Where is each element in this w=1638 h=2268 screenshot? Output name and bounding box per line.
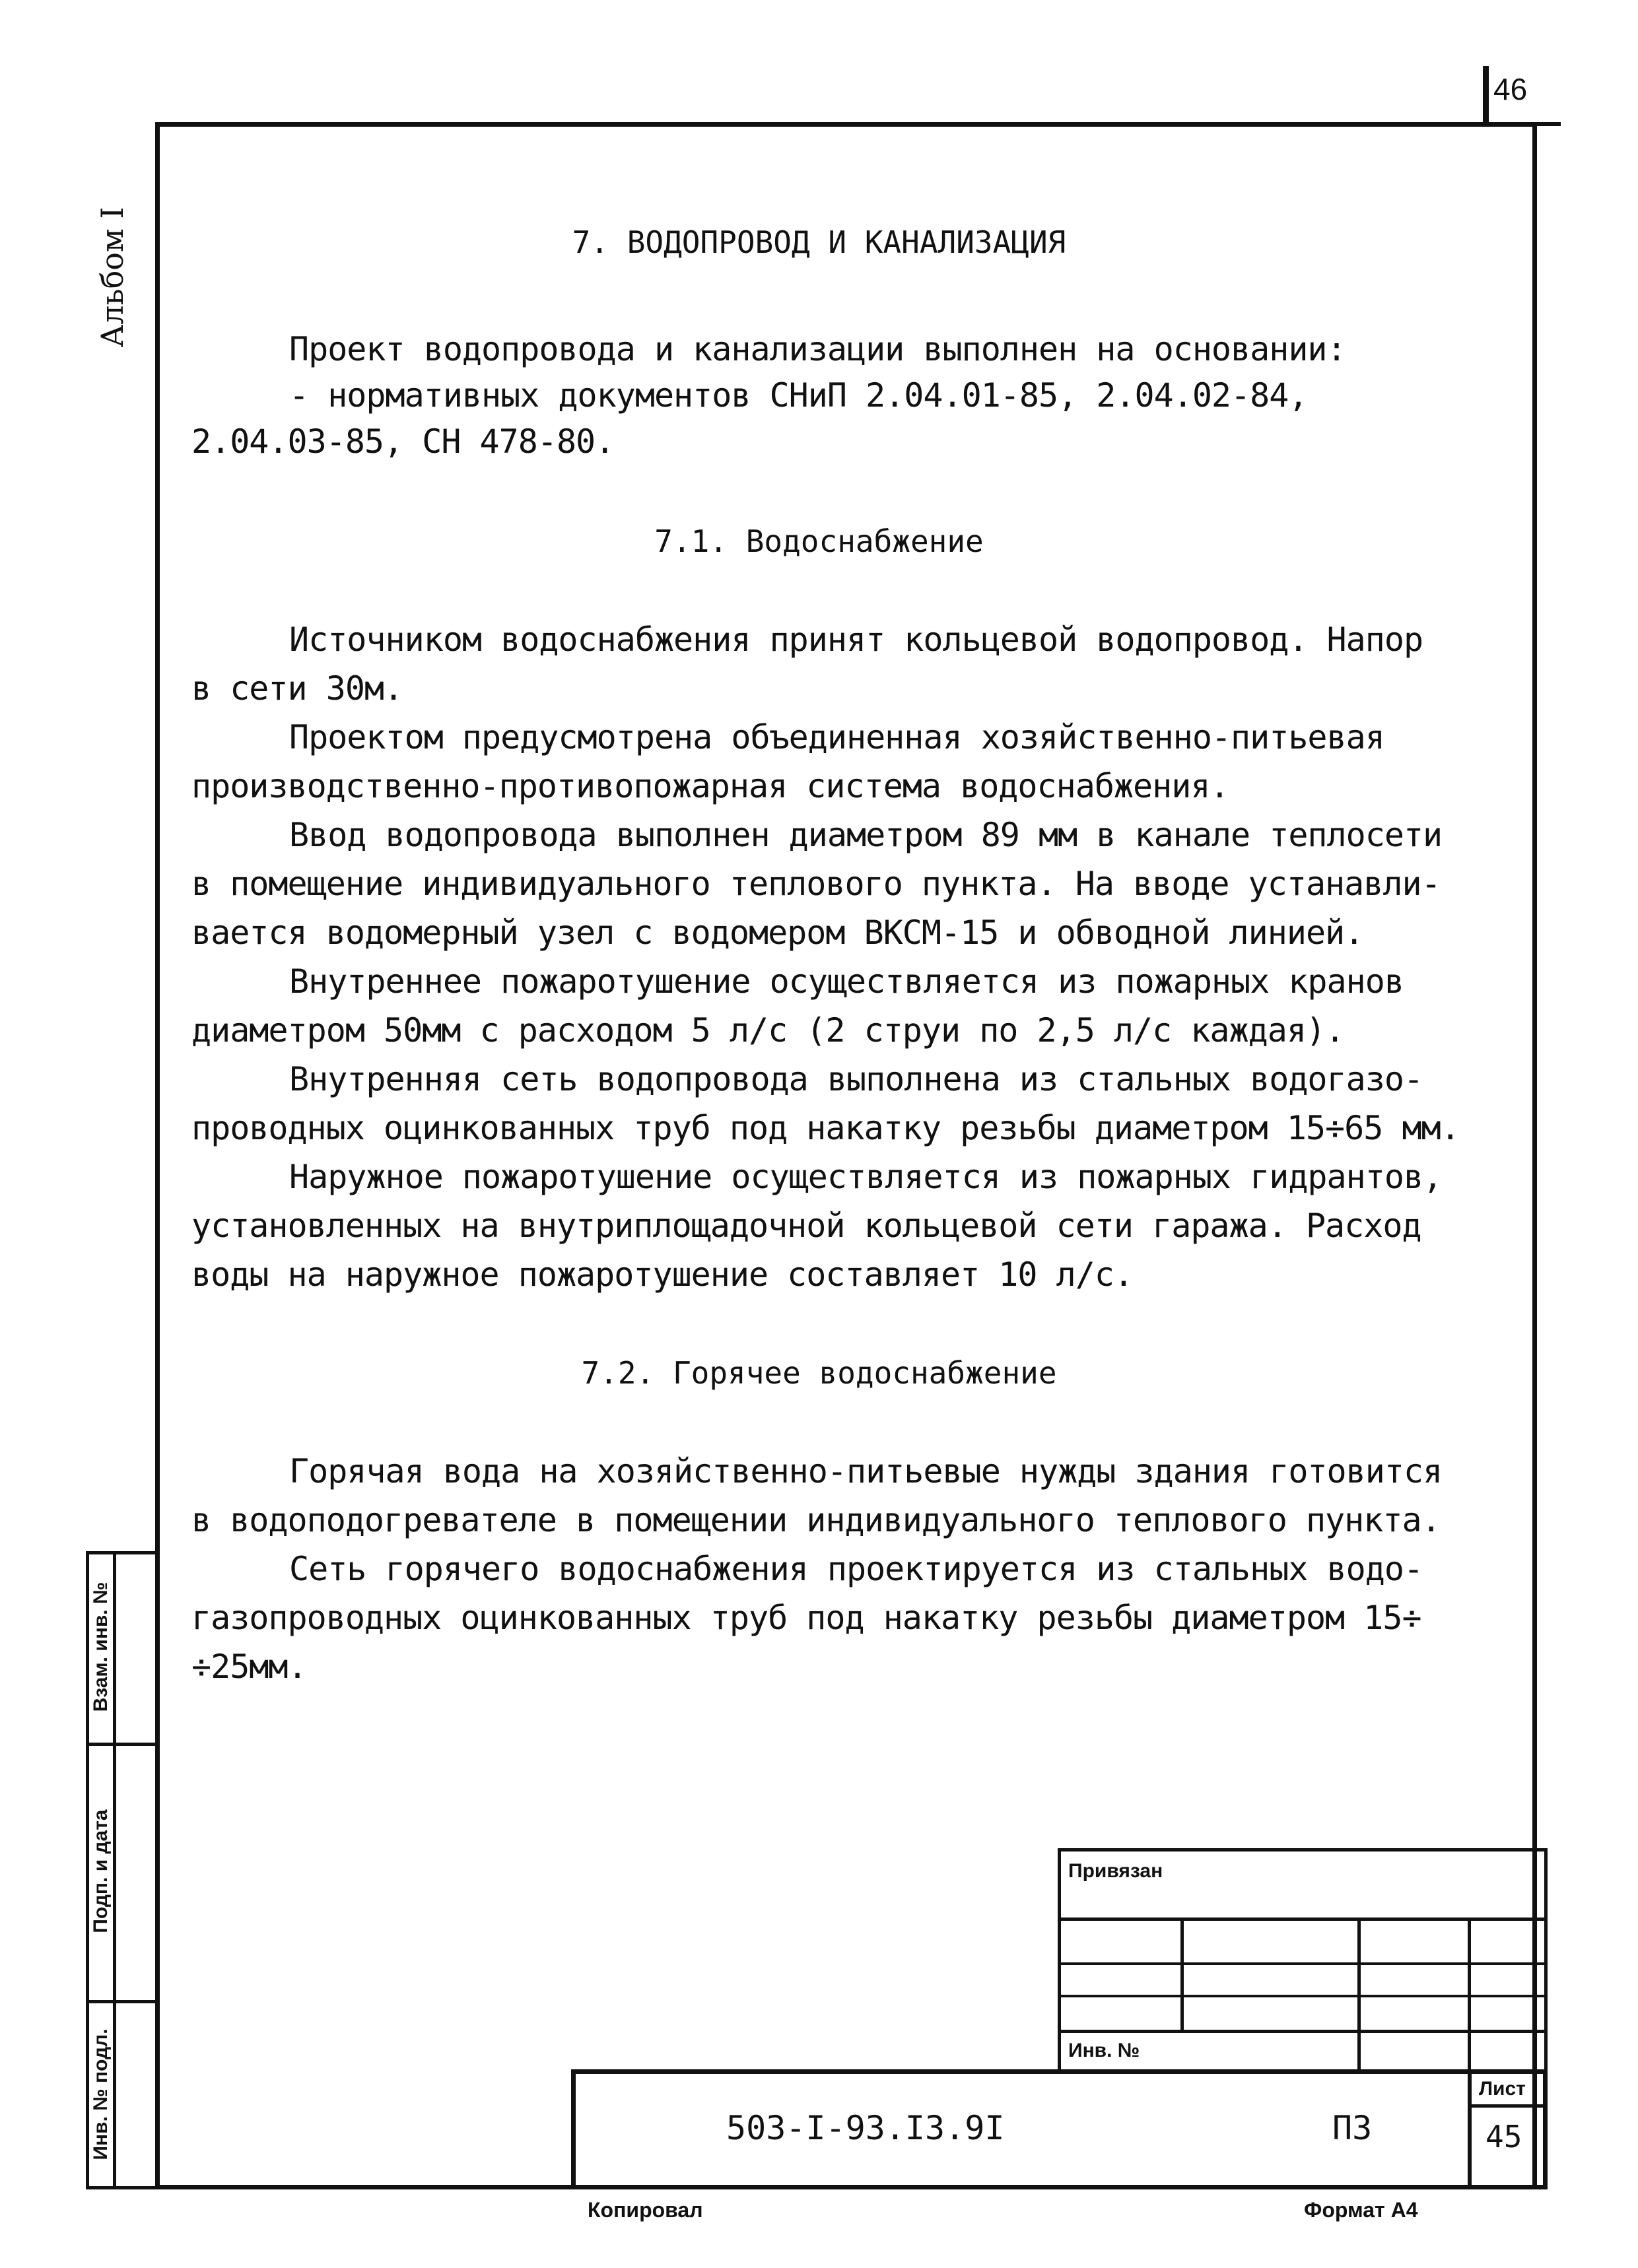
stamp-row-line (1058, 1962, 1548, 1965)
stamp-col-line (1468, 1918, 1471, 2073)
body-line: в сети 30м. (191, 669, 403, 708)
frame-corner-mark (1537, 122, 1561, 126)
body-line: газопроводных оцинкованных труб под накатку резьбы диаметром 15÷ (191, 1599, 1421, 1637)
document-section-code: ПЗ (1332, 2109, 1373, 2147)
side-stamp-replace-inv: Взам. инв. № (90, 1582, 112, 1712)
format-label: Формат А4 (1304, 2198, 1418, 2222)
intro-line: Проект водопровода и канализации выполнен на основании: (289, 330, 1346, 368)
stamp-col-line (1357, 1918, 1361, 2073)
subsection-title: 7.1. Водоснабжение (654, 523, 984, 559)
page-number: 46 (1493, 72, 1528, 106)
body-line: Сеть горячего водоснабжения проектируется из стальных водо- (289, 1550, 1423, 1588)
body-line: производственно-противопожарная система водоснабжения. (191, 767, 1229, 805)
body-line: воды на наружное пожаротушение составляет 10 л/с. (191, 1255, 1134, 1294)
side-stamp-sign-date: Подп. и дата (90, 1809, 112, 1933)
body-line: Источником водоснабжения принят кольцевой водопровод. Напор (289, 620, 1423, 659)
body-line: Внутреннее пожаротушение осуществляется из пожарных кранов (289, 962, 1404, 1001)
stamp-col-line (1180, 1918, 1184, 2030)
body-line: ÷25мм. (191, 1648, 307, 1686)
body-line: Наружное пожаротушение осуществляется из пожарных гидрантов, (289, 1158, 1443, 1196)
stamp-row-line (1058, 2030, 1548, 2033)
subsection-title: 7.2. Горячее водоснабжение (581, 1355, 1057, 1391)
body-line: в водоподогревателе в помещении индивидуального теплового пункта. (191, 1501, 1441, 1539)
intro-line: 2.04.03-85, СН 478-80. (191, 422, 615, 461)
sheet-row-line (1468, 2104, 1548, 2108)
sheet-column-line (1468, 2069, 1472, 2189)
body-line: в помещение индивидуального теплового пункта. На вводе устанавли- (191, 865, 1441, 903)
page-number-bar (1483, 66, 1489, 124)
body-line: Проектом предусмотрена объединенная хозяйственно-питьевая (289, 718, 1384, 756)
stamp-row-line (1058, 1918, 1548, 1921)
main-title-block (571, 2069, 1548, 2189)
side-stamp-original-inv: Инв. № подл. (90, 2028, 112, 2160)
body-line: диаметром 50мм с расходом 5 л/с (2 струи по 2,5 л/с каждая). (191, 1011, 1345, 1050)
body-line: вается водомерный узел с водомером ВКСМ-15 и обводной линией. (191, 914, 1364, 952)
body-line: Ввод водопровода выполнен диаметром 89 мм в канале теплосети (289, 816, 1443, 854)
sheet-label: Лист (1479, 2078, 1526, 2100)
intro-line: - нормативных документов СНиП 2.04.01-85, 2.04.02-84, (289, 376, 1308, 415)
copied-by-label: Копировал (588, 2198, 703, 2222)
section-heading: 7. ВОДОПРОВОД И КАНАЛИЗАЦИЯ (572, 224, 1066, 260)
inventory-number-label: Инв. № (1068, 2040, 1140, 2061)
body-line: Горячая вода на хозяйственно-питьевые нужды здания готовится (289, 1452, 1443, 1490)
album-label: Альбом I (94, 207, 130, 348)
binding-label: Привязан (1068, 1860, 1163, 1882)
stamp-row-line (1058, 1995, 1548, 1997)
document-code: 503-I-93.I3.9I (726, 2109, 1005, 2147)
body-line: Внутренняя сеть водопровода выполнена из стальных водогазо- (289, 1060, 1423, 1098)
side-stamp-divider (86, 2000, 158, 2003)
sheet-number: 45 (1485, 2119, 1522, 2154)
side-stamp-divider (86, 1743, 158, 1746)
body-line: проводных оцинкованных труб под накатку резьбы диаметром 15÷65 мм. (191, 1109, 1460, 1147)
body-line: установленных на внутриплощадочной кольцевой сети гаража. Расход (191, 1207, 1421, 1245)
